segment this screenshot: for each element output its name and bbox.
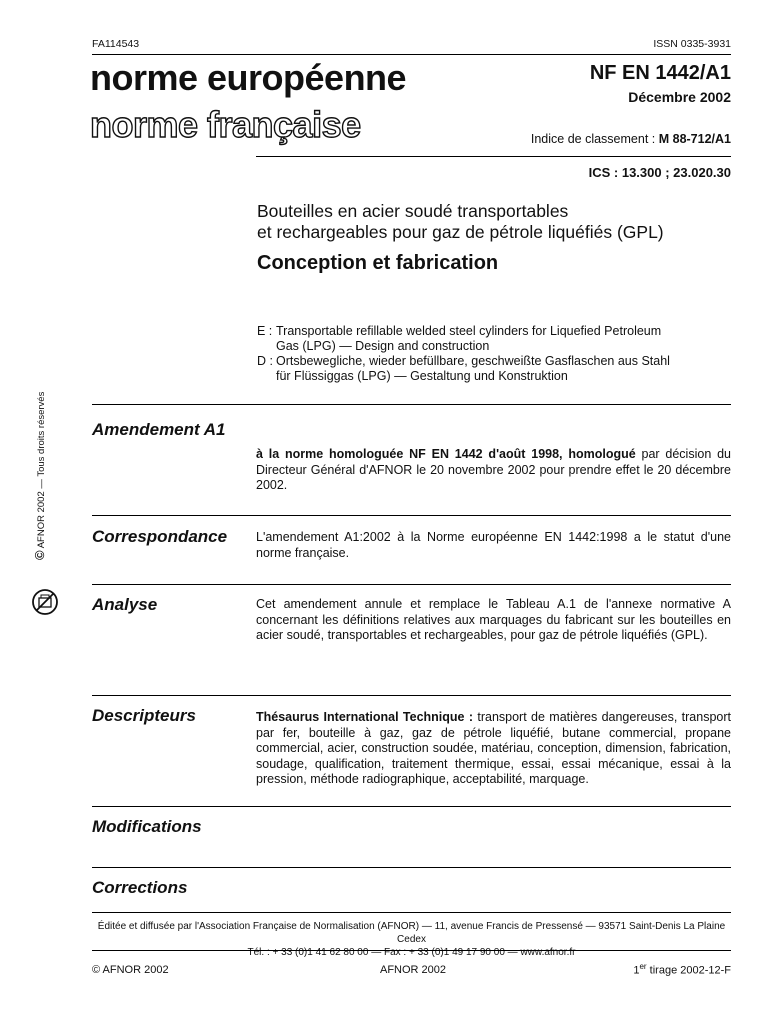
title-norme-francaise: norme française xyxy=(90,104,361,145)
tirage-number: 1 xyxy=(633,964,640,977)
german-prefix: D : xyxy=(257,354,273,368)
heading-analyse: Analyse xyxy=(92,595,158,614)
amendement-rest: par décision du Directeur Général d'AFNOR le 20 novembre 2002 pour prendre effet le 20 décembre 2002. xyxy=(256,447,731,492)
classification-index xyxy=(531,132,731,146)
german-line-2: für Flüssiggas (LPG) — Gestaltung und Konstruktion xyxy=(276,369,568,383)
bottom-divider xyxy=(92,950,731,951)
publisher-contact: Tél. : + 33 (0)1 41 62 80 00 — Fax : + 33 (0)1 49 17 90 00 — www.afnor.fr xyxy=(247,947,576,958)
german-line-1: Ortsbewegliche, wieder befüllbare, geschweißte Gasflaschen aus Stahl xyxy=(276,354,670,368)
top-divider xyxy=(92,54,731,55)
copyright-notice: © AFNOR 2002 xyxy=(92,964,169,976)
indice-value: M 88-712/A1 xyxy=(658,132,731,146)
section-divider xyxy=(92,404,731,405)
publisher-year: AFNOR 2002 xyxy=(380,964,447,976)
english-line-1: Transportable refillable welded steel cylinders for Liquefied Petroleum xyxy=(276,324,662,338)
analyse-text: Cet amendement annule et remplace le Tableau A.1 de l'annexe normative A concernant les définitions relatives aux marquages du fabricant sur les bouteilles en acier soudé, transportables et rechargeables, pour gaz de pétrole liquéfiés (GPL). xyxy=(256,597,731,642)
amendement-text xyxy=(256,447,731,494)
document-subtitle xyxy=(257,201,747,243)
issn-number: ISSN 0335-3931 xyxy=(653,38,731,50)
indice-label: Indice de classement : xyxy=(530,132,659,146)
heading-corrections: Corrections xyxy=(92,878,188,897)
heading-descripteurs: Descripteurs xyxy=(92,706,196,725)
amendement-bold: à la norme homologuée NF EN 1442 d'août 1998, homologué xyxy=(256,447,636,461)
document-main-title: Conception et fabrication xyxy=(257,252,499,274)
descripteurs-text xyxy=(256,710,731,788)
descripteurs-bold: Thésaurus International Technique : xyxy=(256,710,474,724)
side-copyright xyxy=(32,392,47,560)
tirage-superscript: er xyxy=(639,962,647,971)
footer-divider xyxy=(92,912,731,913)
section-divider xyxy=(92,584,731,585)
copyright-symbol: © xyxy=(32,550,47,560)
ics-code: ICS : 13.300 ; 23.020.30 xyxy=(588,165,731,180)
title-norme-europeenne: norme européenne xyxy=(90,57,407,98)
german-title xyxy=(257,354,727,384)
heading-modifications: Modifications xyxy=(92,817,202,836)
english-title xyxy=(257,324,727,354)
subtitle-line-2: et rechargeables pour gaz de pétrole liquéfiés (GPL) xyxy=(257,222,664,242)
section-divider xyxy=(92,695,731,696)
tirage-text: tirage 2002-12-F xyxy=(646,964,731,977)
subtitle-line-1: Bouteilles en acier soudé transportables xyxy=(257,201,569,221)
descripteurs-rest: transport de matières dangereuses, transport par fer, bouteille à gaz, gaz de pétrole liquéfié, butane commercial, propane commercial, acier, construction soudée, matériau, conception, dimension, fabrication, soudage, qualification, traitement thermique, essai, essai mécanique, essai à la pression, méthode radiographique, acceptabilité, marquage. xyxy=(256,710,731,786)
publisher-info xyxy=(92,920,731,959)
printing-edition xyxy=(633,962,731,977)
section-divider xyxy=(92,867,731,868)
english-line-2: Gas (LPG) — Design and construction xyxy=(276,339,490,353)
english-prefix: E : xyxy=(257,324,273,338)
heading-correspondance: Correspondance xyxy=(92,527,228,546)
publication-date: Décembre 2002 xyxy=(628,89,731,105)
standard-number: NF EN 1442/A1 xyxy=(589,62,731,84)
header-divider xyxy=(256,156,731,157)
document-code: FA114543 xyxy=(92,38,140,50)
publisher-address: Éditée et diffusée par l'Association Française de Normalisation (AFNOR) — 11, avenue Francis de Pressensé — 93571 Saint-Denis La Plaine Cedex xyxy=(97,921,726,945)
side-copyright-text: AFNOR 2002 — Tous droits réservés xyxy=(36,391,47,551)
section-divider xyxy=(92,515,731,516)
correspondance-text: L'amendement A1:2002 à la Norme européenne EN 1442:1998 a le statut d'une norme française. xyxy=(256,530,731,560)
heading-amendement: Amendement A1 xyxy=(92,420,226,439)
section-divider xyxy=(92,806,731,807)
no-photocopy-icon xyxy=(31,588,59,616)
